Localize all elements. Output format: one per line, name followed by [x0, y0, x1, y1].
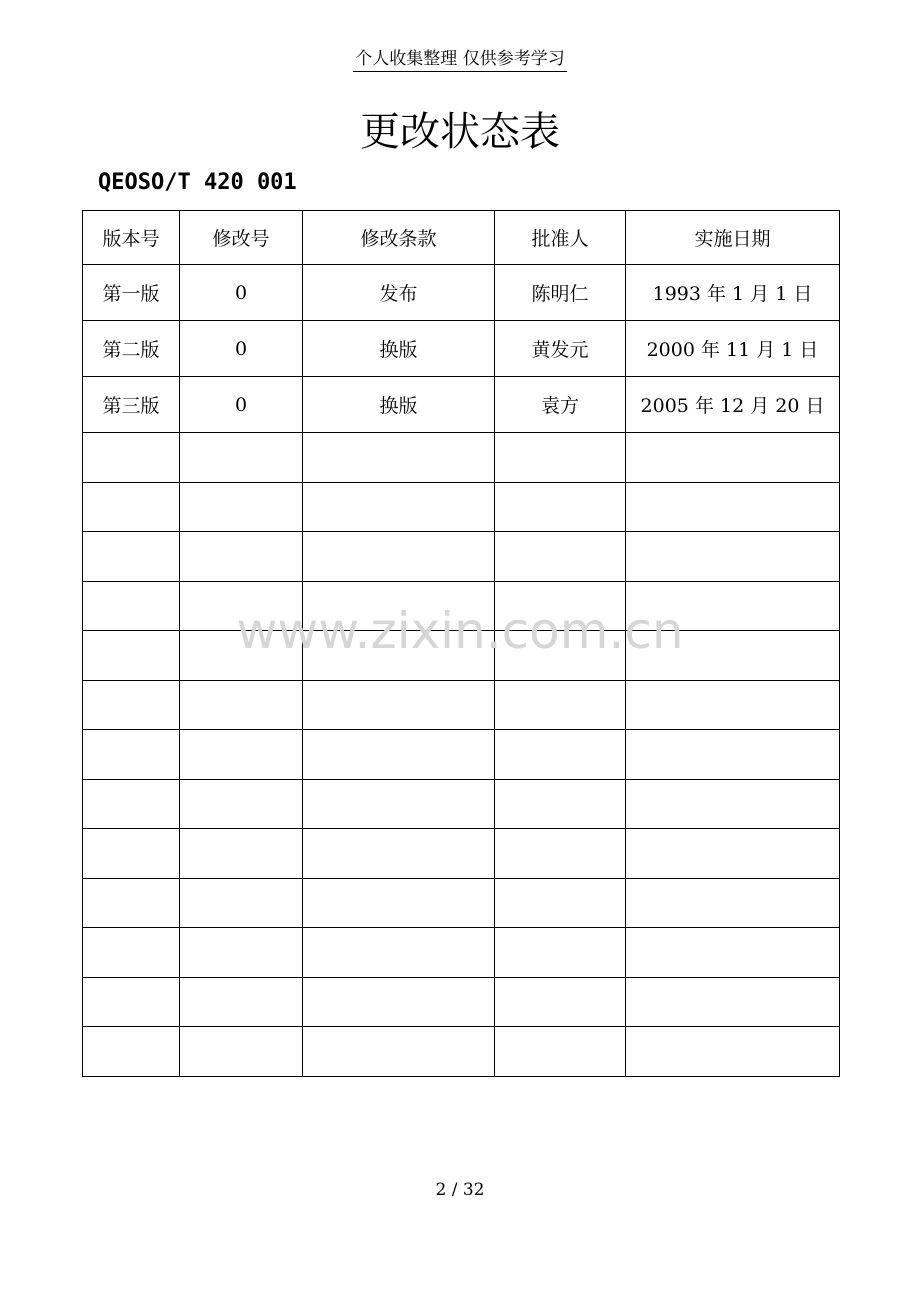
header-version: 版本号 — [83, 211, 180, 265]
header-approver: 批准人 — [495, 211, 626, 265]
empty-cell — [626, 878, 840, 928]
header-revision-no: 修改号 — [180, 211, 303, 265]
table-header-row — [83, 211, 840, 265]
empty-table-row — [83, 581, 840, 631]
empty-cell — [83, 581, 180, 631]
empty-cell — [626, 532, 840, 582]
empty-cell — [626, 482, 840, 532]
empty-cell — [495, 779, 626, 829]
cell-approver: 黄发元 — [495, 321, 626, 377]
empty-cell — [495, 1027, 626, 1077]
empty-cell — [303, 829, 495, 879]
empty-table-row — [83, 977, 840, 1027]
empty-cell — [495, 631, 626, 681]
empty-cell — [303, 532, 495, 582]
cell-revised-clause: 换版 — [303, 377, 495, 433]
empty-cell — [180, 433, 303, 483]
empty-cell — [83, 977, 180, 1027]
empty-cell — [303, 482, 495, 532]
empty-cell — [626, 581, 840, 631]
empty-table-row — [83, 433, 840, 483]
header-note — [0, 44, 920, 69]
empty-cell — [83, 680, 180, 730]
empty-cell — [83, 532, 180, 582]
cell-revised-clause: 换版 — [303, 321, 495, 377]
empty-cell — [180, 581, 303, 631]
empty-cell — [83, 878, 180, 928]
empty-cell — [180, 928, 303, 978]
cell-approver: 陈明仁 — [495, 265, 626, 321]
empty-cell — [180, 1027, 303, 1077]
empty-cell — [83, 928, 180, 978]
empty-cell — [303, 680, 495, 730]
document-code: QEOSO/T 420 001 — [98, 170, 297, 195]
empty-table-row — [83, 730, 840, 780]
empty-cell — [626, 730, 840, 780]
empty-cell — [180, 532, 303, 582]
empty-cell — [495, 829, 626, 879]
cell-revision-no: 0 — [180, 377, 303, 433]
empty-cell — [303, 928, 495, 978]
table-row — [83, 321, 840, 377]
empty-table-row — [83, 482, 840, 532]
empty-cell — [495, 928, 626, 978]
cell-revised-clause: 发布 — [303, 265, 495, 321]
empty-cell — [626, 829, 840, 879]
empty-cell — [495, 730, 626, 780]
empty-cell — [626, 779, 840, 829]
empty-table-row — [83, 779, 840, 829]
empty-cell — [495, 581, 626, 631]
watermark: www.zixin.com.cn — [236, 602, 684, 660]
cell-effective-date: 1993 年 1 月 1 日 — [626, 265, 840, 321]
empty-cell — [83, 433, 180, 483]
empty-cell — [83, 631, 180, 681]
empty-table-row — [83, 878, 840, 928]
empty-table-row — [83, 631, 840, 681]
empty-cell — [626, 928, 840, 978]
empty-cell — [495, 680, 626, 730]
empty-cell — [495, 433, 626, 483]
empty-cell — [83, 829, 180, 879]
cell-effective-date: 2005 年 12 月 20 日 — [626, 377, 840, 433]
table-row — [83, 377, 840, 433]
cell-version: 第三版 — [83, 377, 180, 433]
empty-table-row — [83, 532, 840, 582]
cell-version: 第二版 — [83, 321, 180, 377]
empty-cell — [303, 878, 495, 928]
empty-cell — [303, 631, 495, 681]
empty-cell — [180, 482, 303, 532]
empty-cell — [180, 878, 303, 928]
empty-cell — [495, 532, 626, 582]
cell-version: 第一版 — [83, 265, 180, 321]
empty-cell — [303, 779, 495, 829]
empty-cell — [180, 779, 303, 829]
cell-approver: 袁方 — [495, 377, 626, 433]
empty-table-row — [83, 928, 840, 978]
empty-cell — [626, 433, 840, 483]
empty-cell — [626, 1027, 840, 1077]
empty-cell — [495, 482, 626, 532]
empty-cell — [303, 1027, 495, 1077]
empty-table-row — [83, 680, 840, 730]
header-revised-clause: 修改条款 — [303, 211, 495, 265]
cell-effective-date: 2000 年 11 月 1 日 — [626, 321, 840, 377]
empty-cell — [495, 977, 626, 1027]
empty-cell — [83, 1027, 180, 1077]
empty-cell — [83, 730, 180, 780]
empty-cell — [83, 779, 180, 829]
empty-cell — [626, 977, 840, 1027]
empty-cell — [303, 433, 495, 483]
table-row — [83, 265, 840, 321]
header-effective-date: 实施日期 — [626, 211, 840, 265]
change-status-table — [82, 210, 840, 1077]
empty-cell — [180, 631, 303, 681]
empty-cell — [626, 680, 840, 730]
empty-cell — [180, 977, 303, 1027]
empty-cell — [180, 730, 303, 780]
page-number: 2 / 32 — [435, 1180, 485, 1200]
empty-cell — [303, 977, 495, 1027]
empty-cell — [180, 829, 303, 879]
empty-cell — [83, 482, 180, 532]
empty-table-row — [83, 829, 840, 879]
empty-cell — [303, 730, 495, 780]
cell-revision-no: 0 — [180, 265, 303, 321]
empty-cell — [495, 878, 626, 928]
page-title: 更改状态表 — [360, 109, 560, 155]
empty-cell — [180, 680, 303, 730]
cell-revision-no: 0 — [180, 321, 303, 377]
empty-cell — [626, 631, 840, 681]
empty-table-row — [83, 1027, 840, 1077]
empty-cell — [303, 581, 495, 631]
header-note-text: 个人收集整理 仅供参考学习 — [353, 49, 566, 72]
